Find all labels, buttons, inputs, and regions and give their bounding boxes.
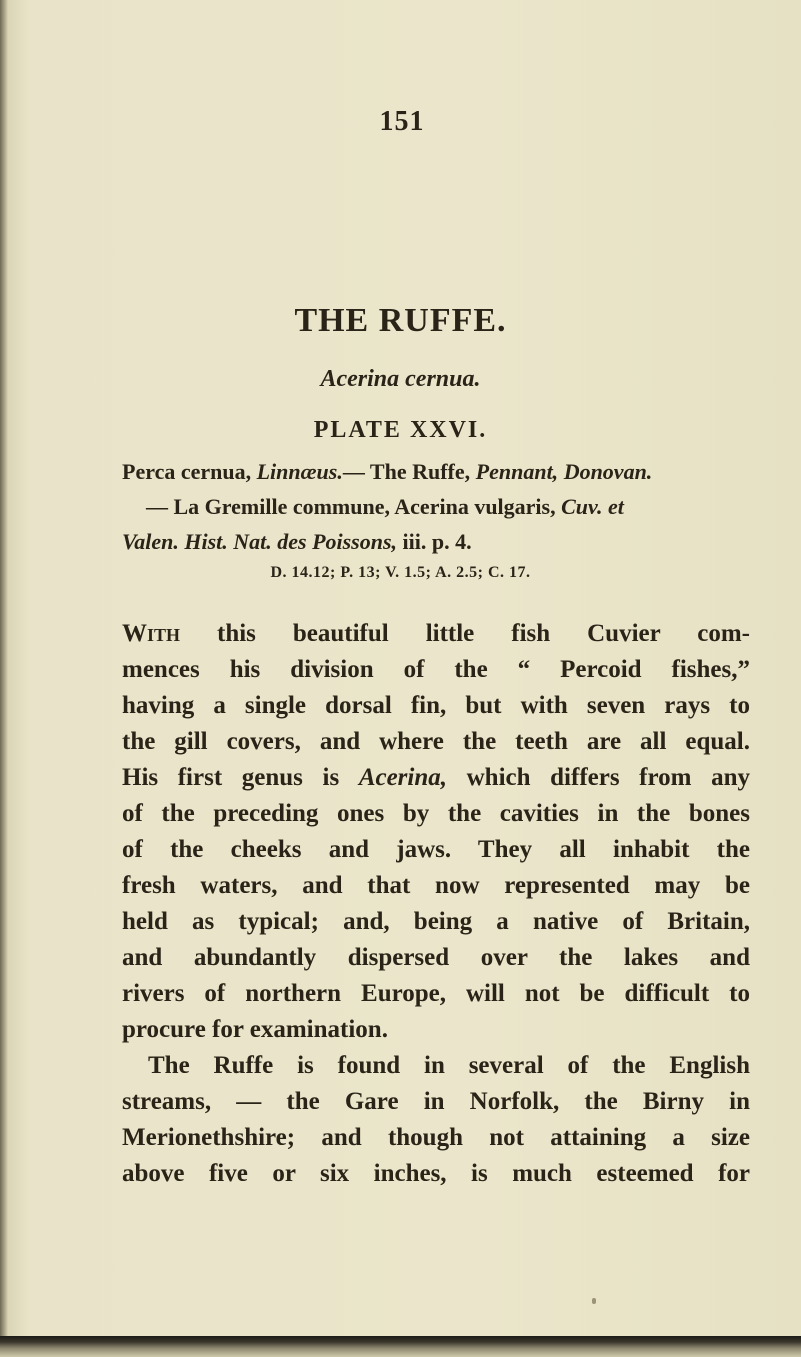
text-span: this beautiful little fish Cuvier com- <box>180 620 750 647</box>
text-line: fresh waters, and that now represented may be <box>122 872 750 899</box>
synonymy-text: — The Ruffe, <box>342 459 476 484</box>
text-line: of the cheeks and jaws. They all inhabit the <box>122 836 750 863</box>
synonymy-text: — La Gremille commune, Acerina vulgaris, <box>146 494 562 519</box>
text-line: mences his division of the “ Percoid fishes,” <box>122 656 750 683</box>
ink-smudge <box>592 1298 596 1304</box>
synonymy-author: Cuv. et <box>561 494 624 519</box>
synonymy-text: Perca cernua, <box>122 459 257 484</box>
fin-ray-formula: D. 14.12; P. 13; V. 1.5; A. 2.5; C. 17. <box>270 564 531 581</box>
page-binding-edge <box>0 0 8 1357</box>
page-title: THE RUFFE. <box>294 302 507 339</box>
text-line <box>122 616 750 652</box>
synonymy-line <box>122 525 762 559</box>
text-line: of the preceding ones by the cavities in the bones <box>122 800 750 827</box>
text-span: which differs from any <box>447 764 750 791</box>
text-line: rivers of northern Europe, will not be difficult to <box>122 980 750 1007</box>
synonymy-author: Pennant, <box>475 459 564 484</box>
page-bottom-edge <box>0 1336 801 1357</box>
plate-label: PLATE XXVI. <box>313 417 488 443</box>
body-paragraph <box>122 1048 750 1192</box>
text-line: and abundantly dispersed over the lakes and <box>122 944 750 971</box>
drop-word: With <box>122 620 181 647</box>
text-span: His first genus is <box>122 764 359 791</box>
text-line: above five or six inches, is much esteemed for <box>122 1160 750 1187</box>
synonymy-line <box>146 490 786 524</box>
synonymy-text: iii. p. 4. <box>397 529 472 554</box>
text-line: The Ruffe is found in several of the English <box>148 1052 750 1079</box>
synonymy-reference: Valen. Hist. Nat. des Poissons, <box>122 529 398 554</box>
synonymy-line <box>122 455 762 489</box>
text-line: streams, — the Gare in Norfolk, the Birny in <box>122 1088 750 1115</box>
genus-name: Acerina, <box>358 764 448 791</box>
text-line: the gill covers, and where the teeth are all equal. <box>122 728 750 755</box>
synonymy-author: Donovan. <box>563 459 653 484</box>
species-name: Acerina cernua. <box>320 366 481 392</box>
text-line <box>122 760 750 796</box>
body-paragraph <box>122 616 750 1048</box>
text-line: held as typical; and, being a native of Britain, <box>122 908 750 935</box>
synonymy-author: Linnæus. <box>256 459 343 484</box>
page-number: 151 <box>379 106 425 137</box>
text-line: having a single dorsal fin, but with seven rays to <box>122 692 750 719</box>
text-line: Merionethshire; and though not attaining a size <box>122 1124 750 1151</box>
text-line: procure for examination. <box>122 1016 388 1043</box>
